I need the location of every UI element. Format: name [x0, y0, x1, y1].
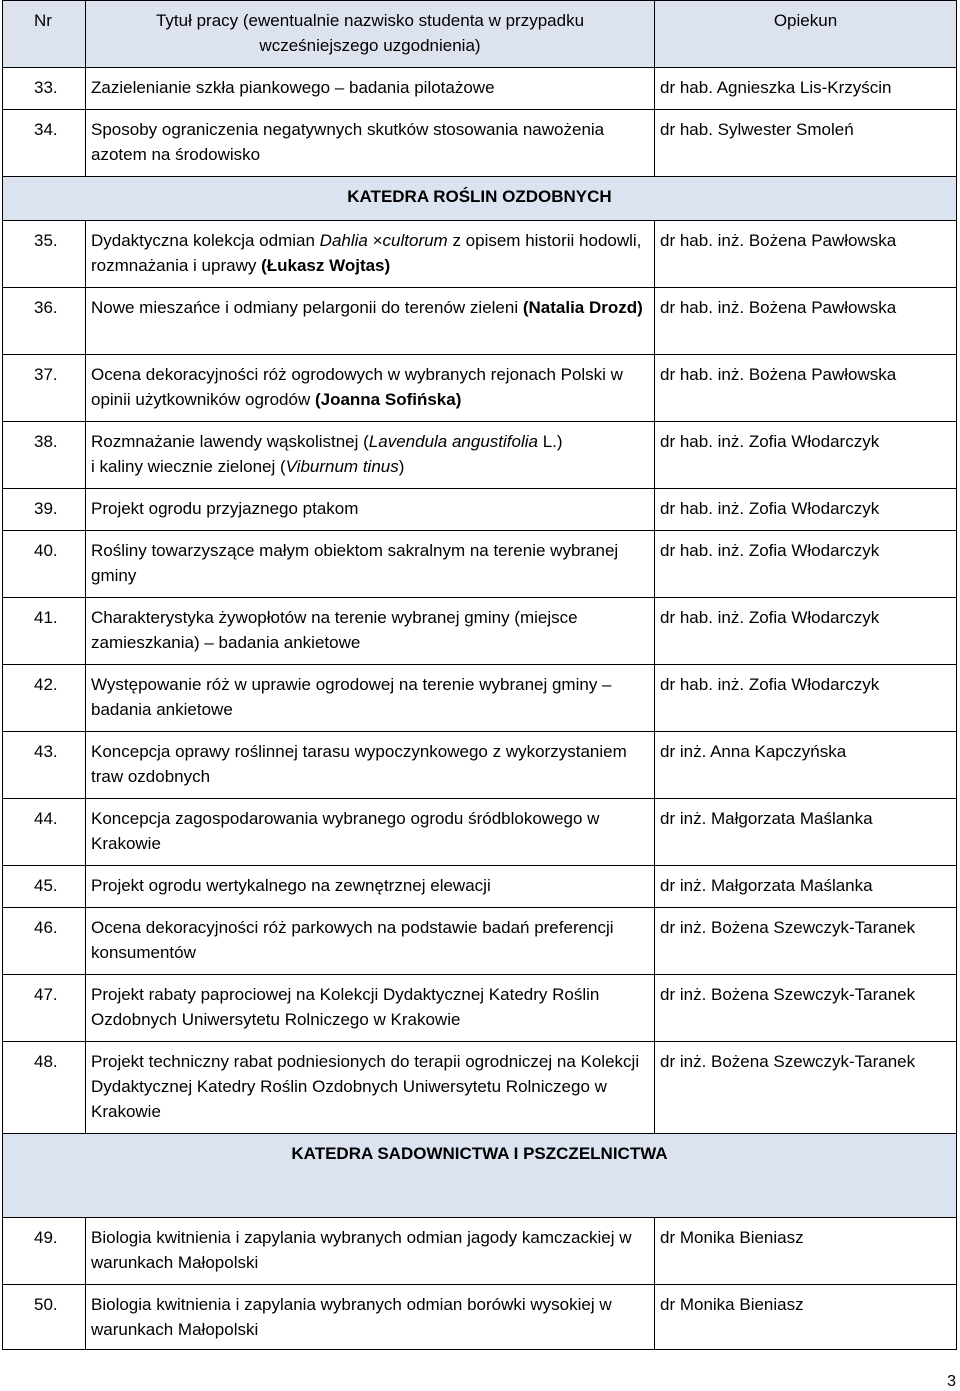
- row-supervisor: dr hab. inż. Zofia Włodarczyk: [655, 598, 957, 665]
- table-row: [3, 1042, 957, 1134]
- table-row: [3, 598, 957, 665]
- row-nr: 37.: [3, 355, 86, 422]
- row-nr: 46.: [3, 908, 86, 975]
- table-row: [3, 288, 957, 355]
- row-title: Nowe mieszańce i odmiany pelargonii do terenów zieleni (Natalia Drozd): [86, 288, 655, 355]
- table-row: [3, 866, 957, 908]
- row-nr: 42.: [3, 665, 86, 732]
- row-nr: 40.: [3, 531, 86, 598]
- row-title: Zazielenianie szkła piankowego – badania pilotażowe: [86, 68, 655, 110]
- row-nr: 41.: [3, 598, 86, 665]
- row-title: Biologia kwitnienia i zapylania wybranych odmian borówki wysokiej w warunkach Małopolski: [86, 1285, 655, 1350]
- row-supervisor: dr hab. inż. Bożena Pawłowska: [655, 355, 957, 422]
- page-number: 3: [947, 1373, 956, 1390]
- row-supervisor: dr hab. inż. Bożena Pawłowska: [655, 221, 957, 288]
- row-title: Koncepcja zagospodarowania wybranego ogrodu śródblokowego w Krakowie: [86, 799, 655, 866]
- row-nr: 47.: [3, 975, 86, 1042]
- row-title: Ocena dekoracyjności róż ogrodowych w wybranych rejonach Polski w opinii użytkowników ogrodów (Joanna Sofińska): [86, 355, 655, 422]
- row-supervisor: dr hab. Sylwester Smoleń: [655, 110, 957, 177]
- row-supervisor: dr Monika Bieniasz: [655, 1218, 957, 1285]
- row-title: Charakterystyka żywopłotów na terenie wybranej gminy (miejsce zamieszkania) – badania ankietowe: [86, 598, 655, 665]
- row-title: Występowanie róż w uprawie ogrodowej na terenie wybranej gminy – badania ankietowe: [86, 665, 655, 732]
- row-nr: 38.: [3, 422, 86, 489]
- row-nr: 43.: [3, 732, 86, 799]
- row-title: Projekt ogrodu przyjaznego ptakom: [86, 489, 655, 531]
- row-title: Rozmnażanie lawendy wąskolistnej (Lavendula angustifolia L.) i kaliny wiecznie zielonej (Viburnum tinus): [86, 422, 655, 489]
- row-nr: 45.: [3, 866, 86, 908]
- department-heading-row: [3, 1134, 957, 1218]
- student-name: (Łukasz Wojtas): [261, 256, 391, 275]
- table-row: [3, 799, 957, 866]
- table-row: [3, 110, 957, 177]
- table-row: [3, 732, 957, 799]
- row-title: Projekt ogrodu wertykalnego na zewnętrznej elewacji: [86, 866, 655, 908]
- table-row: [3, 531, 957, 598]
- row-title: Projekt techniczny rabat podniesionych do terapii ogrodniczej na Kolekcji Dydaktycznej Katedry Roślin Ozdobnych Uniwersytetu Rolniczego w Krakowie: [86, 1042, 655, 1134]
- row-nr: 35.: [3, 221, 86, 288]
- row-nr: 44.: [3, 799, 86, 866]
- row-title: Koncepcja oprawy roślinnej tarasu wypoczynkowego z wykorzystaniem traw ozdobnych: [86, 732, 655, 799]
- row-supervisor: dr hab. inż. Zofia Włodarczyk: [655, 665, 957, 732]
- student-name: (Natalia Drozd): [522, 298, 643, 317]
- table-header-row: [3, 1, 957, 68]
- table-row: [3, 1218, 957, 1285]
- table-row: [3, 665, 957, 732]
- department-heading-ornamental-plants: KATEDRA ROŚLIN OZDOBNYCH: [3, 177, 957, 221]
- row-supervisor: dr hab. inż. Bożena Pawłowska: [655, 288, 957, 355]
- row-supervisor: dr inż. Małgorzata Maślanka: [655, 866, 957, 908]
- header-supervisor: Opiekun: [655, 1, 957, 68]
- table-row: [3, 908, 957, 975]
- row-supervisor: dr hab. inż. Zofia Włodarczyk: [655, 422, 957, 489]
- row-nr: 33.: [3, 68, 86, 110]
- row-supervisor: dr hab. inż. Zofia Włodarczyk: [655, 489, 957, 531]
- table-row: [3, 489, 957, 531]
- row-nr: 50.: [3, 1285, 86, 1350]
- row-title: Dydaktyczna kolekcja odmian Dahlia ×cultorum z opisem historii hodowli, rozmnażania i uprawy (Łukasz Wojtas): [86, 221, 655, 288]
- table-row: [3, 355, 957, 422]
- row-supervisor: dr Monika Bieniasz: [655, 1285, 957, 1350]
- table-row: [3, 1285, 957, 1350]
- row-nr: 48.: [3, 1042, 86, 1134]
- row-supervisor: dr inż. Małgorzata Maślanka: [655, 799, 957, 866]
- row-supervisor: dr inż. Bożena Szewczyk-Taranek: [655, 975, 957, 1042]
- row-supervisor: dr hab. inż. Zofia Włodarczyk: [655, 531, 957, 598]
- header-title: Tytuł pracy (ewentualnie nazwisko studenta w przypadku wcześniejszego uzgodnienia): [86, 1, 655, 68]
- table-row: [3, 975, 957, 1042]
- header-nr: Nr: [3, 1, 86, 68]
- row-supervisor: dr inż. Bożena Szewczyk-Taranek: [655, 908, 957, 975]
- row-supervisor: dr inż. Anna Kapczyńska: [655, 732, 957, 799]
- row-title: Ocena dekoracyjności róż parkowych na podstawie badań preferencji konsumentów: [86, 908, 655, 975]
- row-title: Biologia kwitnienia i zapylania wybranych odmian jagody kamczackiej w warunkach Małopolski: [86, 1218, 655, 1285]
- row-nr: 36.: [3, 288, 86, 355]
- row-nr: 49.: [3, 1218, 86, 1285]
- row-supervisor: dr inż. Bożena Szewczyk-Taranek: [655, 1042, 957, 1134]
- table-row: [3, 221, 957, 288]
- department-heading-row: [3, 177, 957, 221]
- row-nr: 34.: [3, 110, 86, 177]
- row-supervisor: dr hab. Agnieszka Lis-Krzyścin: [655, 68, 957, 110]
- row-title: Sposoby ograniczenia negatywnych skutków stosowania nawożenia azotem na środowisko: [86, 110, 655, 177]
- table-row: [3, 422, 957, 489]
- row-title: Projekt rabaty paprociowej na Kolekcji Dydaktycznej Katedry Roślin Ozdobnych Uniwersytetu Rolniczego w Krakowie: [86, 975, 655, 1042]
- student-name: (Joanna Sofińska): [314, 390, 462, 409]
- table-row: [3, 68, 957, 110]
- row-title: Rośliny towarzyszące małym obiektom sakralnym na terenie wybranej gminy: [86, 531, 655, 598]
- department-heading-fruit-growing: KATEDRA SADOWNICTWA I PSZCZELNICTWA: [3, 1134, 957, 1218]
- thesis-topics-table: [2, 0, 957, 1350]
- row-nr: 39.: [3, 489, 86, 531]
